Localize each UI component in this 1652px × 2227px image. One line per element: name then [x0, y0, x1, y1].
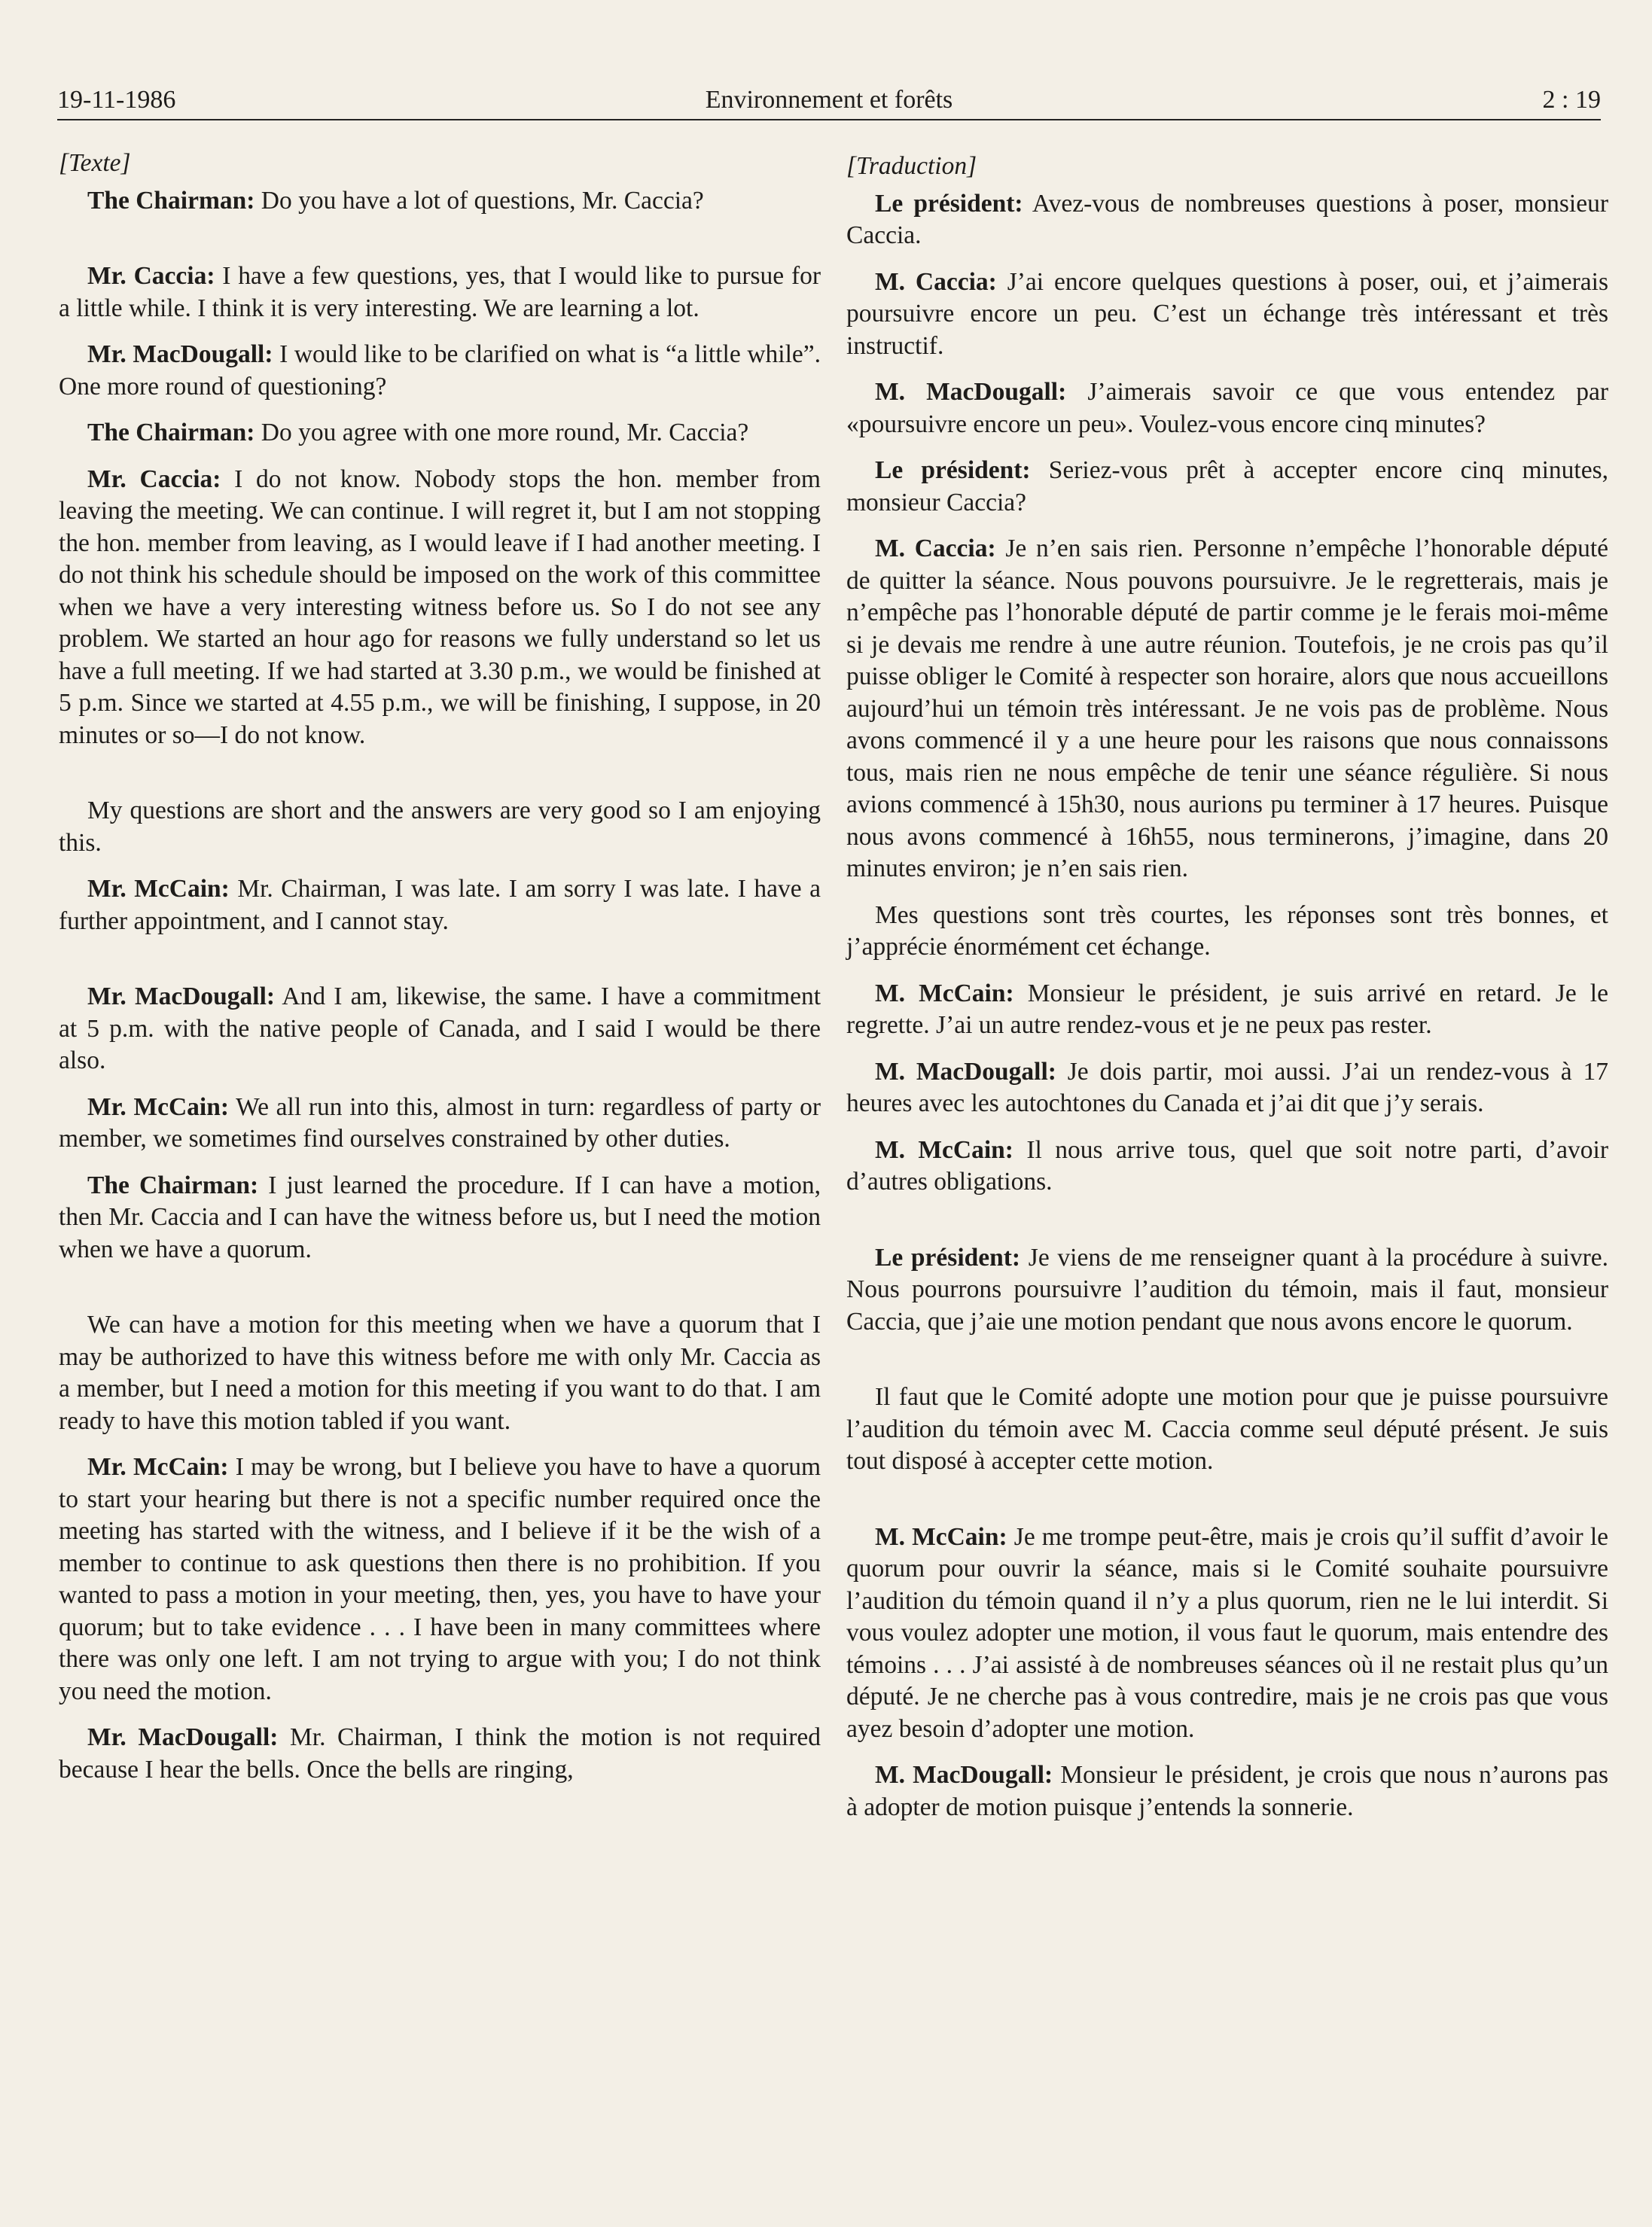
french-column [846, 151, 1608, 1838]
speaker-name: M. McCain: [875, 1522, 1007, 1551]
transcript-paragraph [846, 1522, 1608, 1746]
speaker-name: Le président: [875, 456, 1031, 484]
speech-text: Je viens de me renseigner quant à la procédure à suivre. Nous pourrons poursuivre l’audition du témoin, mais il faut, monsieur Caccia, que j’aie une motion pendant que nous avons encore le quorum. [846, 1243, 1608, 1336]
speech-text: Il faut que le Comité adopte une motion pour que je puisse poursuivre l’audition du témoin avec M. Caccia comme seul député présent. Je suis tout disposé à accepter cette motion. [846, 1383, 1608, 1475]
speech-text: We all run into this, almost in turn: regardless of party or member, we sometimes find ourselves constrained by other duties. [59, 1092, 821, 1153]
speech-text: Monsieur le président, je suis arrivé en retard. Je le regrette. J’ai un autre rendez-vous et je ne peux pas rester. [846, 979, 1608, 1039]
language-marker: [Texte] [59, 149, 131, 177]
header-page-number: 2 : 19 [1542, 86, 1601, 114]
speech-text: Mes questions sont très courtes, les réponses sont très bonnes, et j’apprécie énormément cet échange. [846, 900, 1608, 961]
speaker-name: Mr. McCain: [87, 1092, 230, 1121]
speech-text: Monsieur le président, je crois que nous n’aurons pas à adopter de motion puisque j’entends la sonnerie. [846, 1761, 1609, 1821]
speaker-name: The Chairman: [87, 1171, 259, 1199]
speaker-name: M. McCain: [875, 1135, 1013, 1164]
transcript-paragraph [846, 978, 1608, 1042]
transcript-paragraph [846, 455, 1608, 519]
transcript-paragraph [846, 533, 1608, 885]
speaker-name: M. Caccia: [875, 267, 997, 296]
transcript-paragraph [846, 376, 1608, 440]
speech-text: And I am, likewise, the same. I have a commitment at 5 p.m. with the native people of Canada, and I said I would be there also. [59, 982, 821, 1074]
speech-text: We can have a motion for this meeting when we have a quorum that I may be authorized to have this witness before me with only Mr. Caccia as a member, but I need a motion for this meeting if you want to do that. I am ready to have this motion tabled if you want. [59, 1311, 821, 1435]
speaker-name: Mr. Caccia: [87, 262, 215, 290]
speech-text: I may be wrong, but I believe you have to have a quorum to start your hearing but there is not a specific number required once the meeting has started with the witness, and I believe if it be the wish of a member to continue to ask questions then there is no prohibition. If you wanted to pass a motion in your meeting, then, yes, you have to have your quorum; but to take evidence . . . I have been in many committees where there was only one left. I am not trying to argue with you; I do not think you need the motion. [59, 1453, 821, 1705]
transcript-paragraph [59, 873, 821, 937]
speaker-name: Le président: [875, 189, 1023, 218]
speech-text: Do you have a lot of questions, Mr. Caccia? [255, 186, 704, 215]
transcript-paragraph [59, 464, 821, 752]
language-marker: [Traduction] [846, 152, 977, 180]
speech-text: I would like to be clarified on what is “a little while”. One more round of questioning? [59, 340, 821, 401]
transcript-paragraph [59, 1309, 821, 1437]
speech-text: Il nous arrive tous, quel que soit notre parti, d’avoir d’autres obligations. [846, 1135, 1609, 1196]
speaker-name: M. McCain: [875, 979, 1014, 1007]
transcript-paragraph [59, 795, 821, 859]
speaker-name: M. Caccia: [875, 535, 996, 562]
speaker-name: Mr. McCain: [87, 875, 230, 903]
transcript-paragraph [59, 1092, 821, 1156]
speaker-name: M. MacDougall: [875, 1761, 1053, 1789]
transcript-paragraph [59, 260, 821, 324]
speech-text: I just learned the procedure. If I can have a motion, then Mr. Caccia and I can have the witness before us, but I need the motion when we have a quorum. [59, 1171, 821, 1263]
speaker-name: Mr. MacDougall: [87, 340, 273, 368]
transcript-paragraph [59, 1722, 821, 1786]
speaker-name: The Chairman: [87, 186, 255, 215]
speech-text: Seriez-vous prêt à accepter encore cinq minutes, monsieur Caccia? [846, 456, 1609, 516]
speech-text: I do not know. Nobody stops the hon. member from leaving the meeting. We can continue. I will regret it, but I am not stopping the hon. member from leaving, as I would leave if I had another meeting. I do not think his schedule should be imposed on the work of this committee when we have a very interesting witness before us. So I do not see any problem. We started an hour ago for reasons we fully understand so let us have a full meeting. If we had started at 3.30 p.m., we would be finished at 5 p.m. Since we started at 4.55 p.m., we will be finishing, I suppose, in 20 minutes or so—I do not know. [59, 465, 821, 749]
speaker-name: The Chairman: [87, 419, 255, 446]
transcript-paragraph [846, 1056, 1608, 1120]
transcript-paragraph [59, 1452, 821, 1708]
speech-text: I have a few questions, yes, that I would like to pursue for a little while. I think it is very interesting. We are learning a lot. [59, 262, 821, 322]
speech-text: Je me trompe peut-être, mais je crois qu’il suffit d’avoir le quorum pour ouvrir la séance, mais si le Comité souhaite poursuivre l’audition du témoin quand il n’y a plus quorum, rien ne le lui interdit. Si vous voulez adopter une motion, il vous faut le quorum, mais entendre des témoins . . . J’ai assisté à de nombreuses séances où il ne restait plus qu’un député. Je ne cherche pas à vous contredire, mais je ne crois pas que vous ayez besoin d’adopter une motion. [846, 1522, 1608, 1743]
transcript-paragraph [846, 1135, 1608, 1199]
speech-text: My questions are short and the answers are very good so I am enjoying this. [59, 797, 821, 857]
speech-text: Do you agree with one more round, Mr. Caccia? [255, 419, 749, 446]
page-header [57, 75, 1601, 120]
transcript-paragraph [846, 188, 1608, 252]
speech-text: Je n’en sais rien. Personne n’empêche l’honorable député de quitter la séance. Nous pouvons poursuivre. Je le regretterais, mais je n’empêche pas l’honorable député de partir comme je le ferais moi-même si je devais me rendre à une autre réunion. Toutefois, je ne crois pas qu’il puisse obliger le Comité à respecter son horaire, alors que nous accueillons aujourd’hui un témoin très intéressant. Je ne vois pas de problème. Nous avons commencé il y a une heure pour les raisons que nous connaissons tous, mais rien ne nous empêche de tenir une séance régulière. Si nous avions commencé à 15h30, nous aurions pu terminer à 17 heures. Puisque nous avons commencé à 16h55, nous terminerons, j’imagine, dans 20 minutes environ; je n’en sais rien. [846, 535, 1608, 882]
speech-text: Mr. Chairman, I think the motion is not required because I hear the bells. Once the bells are ringing, [59, 1723, 821, 1784]
transcript-paragraph [846, 900, 1608, 964]
transcript-paragraph [846, 267, 1608, 363]
speaker-name: Mr. MacDougall: [87, 982, 276, 1010]
speech-text: Je dois partir, moi aussi. J’ai un rendez-vous à 17 heures avec les autochtones du Canada et j’ai dit que j’y serais. [846, 1057, 1609, 1117]
speaker-name: M. MacDougall: [875, 1057, 1056, 1086]
transcript-paragraph [59, 1170, 821, 1266]
transcript-paragraph [846, 1759, 1608, 1823]
speaker-name: Mr. MacDougall: [87, 1723, 279, 1751]
speech-text: Avez-vous de nombreuses questions à poser, monsieur Caccia. [846, 189, 1608, 249]
speech-text: J’ai encore quelques questions à poser, oui, et j’aimerais poursuivre encore un peu. C’est un échange très intéressant et très instructif. [846, 267, 1608, 360]
header-title: Environnement et forêts [705, 86, 953, 114]
transcript-paragraph [59, 339, 821, 403]
speaker-name: Le président: [875, 1243, 1021, 1272]
speaker-name: M. MacDougall: [875, 378, 1067, 406]
english-column [59, 148, 821, 1800]
speaker-name: Mr. Caccia: [87, 465, 221, 493]
transcript-paragraph [846, 1382, 1608, 1478]
header-date: 19-11-1986 [57, 86, 176, 114]
transcript-paragraph [59, 981, 821, 1077]
speech-text: Mr. Chairman, I was late. I am sorry I was late. I have a further appointment, and I cannot stay. [59, 875, 821, 935]
transcript-paragraph [846, 1242, 1608, 1339]
transcript-paragraph [59, 417, 821, 449]
transcript-paragraph [59, 185, 821, 218]
speech-text: J’aimerais savoir ce que vous entendez par «poursuivre encore un peu». Voulez-vous encore cinq minutes? [846, 378, 1609, 438]
speaker-name: Mr. McCain: [87, 1453, 229, 1481]
